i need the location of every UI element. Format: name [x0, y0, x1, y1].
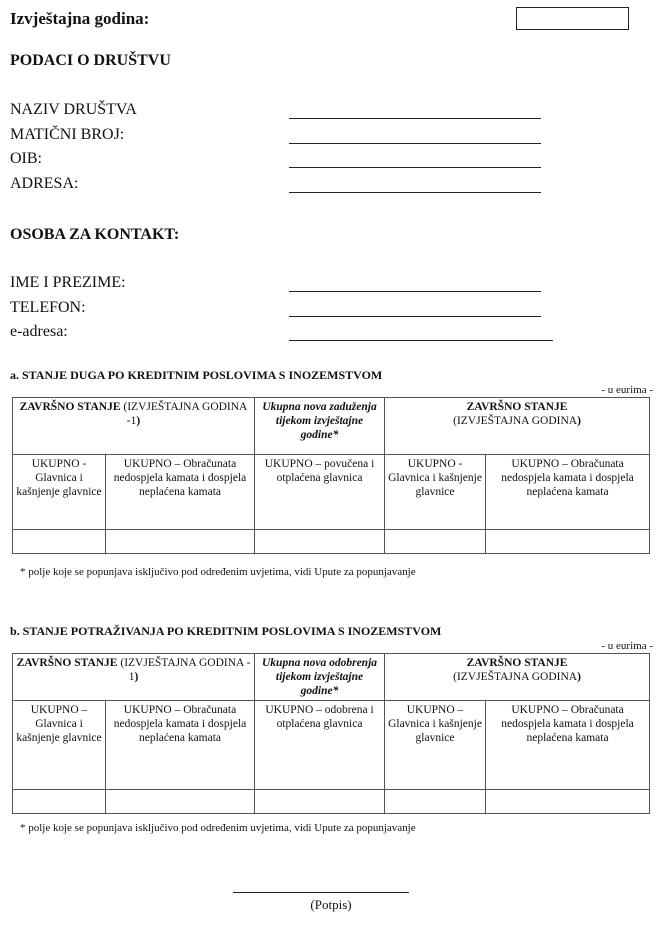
- table-header-row: [13, 654, 650, 701]
- sub-header-cell: UKUPNO – Glavnica i kašnjenje glavnice: [13, 701, 106, 790]
- reporting-year-label: Izvještajna godina:: [10, 9, 150, 28]
- company-name-line[interactable]: [289, 118, 541, 119]
- email-line[interactable]: [289, 340, 553, 341]
- sub-header-cell: UKUPNO – Glavnica i kašnjenje glavnice: [385, 701, 486, 790]
- sub-header-cell: UKUPNO – Obračunata nedospjela kamata i dospjela neplaćena kamata: [106, 701, 255, 790]
- input-cell[interactable]: [385, 530, 486, 554]
- new-borrowings-header: Ukupna nova zaduženja tijekom izvještajne godine*: [255, 398, 385, 455]
- company-name-label: NAZIV DRUŠTVA: [10, 101, 137, 118]
- input-cell[interactable]: [385, 790, 486, 814]
- phone-line[interactable]: [289, 316, 541, 317]
- reporting-year-input[interactable]: [516, 7, 629, 30]
- registration-number-line[interactable]: [289, 143, 541, 144]
- table-header-row: [13, 398, 650, 455]
- input-cell[interactable]: [13, 790, 106, 814]
- section-a-unit: - u eurima -: [601, 384, 653, 396]
- input-cell[interactable]: [255, 790, 385, 814]
- section-b-unit: - u eurima -: [601, 640, 653, 652]
- phone-label: TELEFON:: [10, 299, 86, 316]
- closing-balance-current-header: ZAVRŠNO STANJE (IZVJEŠTAJNA GODINA): [385, 654, 650, 701]
- new-approvals-header: Ukupna nova odobrenja tijekom izvještajne godine*: [255, 654, 385, 701]
- contact-section-title: OSOBA ZA KONTAKT:: [10, 226, 180, 243]
- sub-header-cell: UKUPNO – Obračunata nedospjela kamata i dospjela neplaćena kamata: [486, 455, 650, 530]
- full-name-line[interactable]: [289, 291, 541, 292]
- registration-number-label: MATIČNI BROJ:: [10, 126, 125, 143]
- address-label: ADRESA:: [10, 175, 79, 192]
- closing-balance-prev-header: ZAVRŠNO STANJE (IZVJEŠTAJNA GODINA - 1): [13, 654, 255, 701]
- table-subheader-row: [13, 455, 650, 530]
- sub-header-cell: UKUPNO - Glavnica i kašnjenje glavnice: [385, 455, 486, 530]
- full-name-label: IME I PREZIME:: [10, 274, 126, 291]
- section-b-title: b. STANJE POTRAŽIVANJA PO KREDITNIM POSLOVIMA S INOZEMSTVOM: [10, 624, 442, 638]
- section-b-footnote: * polje koje se popunjava isključivo pod određenim uvjetima, vidi Upute za popunjavanje: [20, 822, 416, 834]
- company-section-title: PODACI O DRUŠTVU: [10, 52, 171, 69]
- signature-label: (Potpis): [310, 897, 352, 912]
- sub-header-cell: UKUPNO – Obračunata nedospjela kamata i dospjela neplaćena kamata: [106, 455, 255, 530]
- sub-header-cell: UKUPNO – Obračunata nedospjela kamata i dospjela neplaćena kamata: [486, 701, 650, 790]
- signature-line[interactable]: [233, 892, 409, 893]
- oib-line[interactable]: [289, 167, 541, 168]
- email-label: e-adresa:: [10, 323, 68, 340]
- section-a-footnote: * polje koje se popunjava isključivo pod određenim uvjetima, vidi Upute za popunjavanje: [20, 566, 416, 578]
- address-line[interactable]: [289, 192, 541, 193]
- sub-header-cell: UKUPNO - Glavnica i kašnjenje glavnice: [13, 455, 106, 530]
- sub-header-cell: UKUPNO – odobrena i otplaćena glavnica: [255, 701, 385, 790]
- table-subheader-row: [13, 701, 650, 790]
- input-cell[interactable]: [486, 790, 650, 814]
- input-cell[interactable]: [106, 530, 255, 554]
- input-cell[interactable]: [13, 530, 106, 554]
- closing-balance-current-header: ZAVRŠNO STANJE (IZVJEŠTAJNA GODINA): [385, 398, 650, 455]
- table-input-row: [13, 790, 650, 814]
- oib-label: OIB:: [10, 150, 42, 167]
- sub-header-cell: UKUPNO – povučena i otplaćena glavnica: [255, 455, 385, 530]
- section-b-table: [12, 653, 650, 814]
- input-cell[interactable]: [486, 530, 650, 554]
- section-a-title: a. STANJE DUGA PO KREDITNIM POSLOVIMA S INOZEMSTVOM: [10, 368, 383, 382]
- input-cell[interactable]: [106, 790, 255, 814]
- table-input-row: [13, 530, 650, 554]
- closing-balance-prev-header: ZAVRŠNO STANJE (IZVJEŠTAJNA GODINA -1): [13, 398, 255, 455]
- input-cell[interactable]: [255, 530, 385, 554]
- section-a-table: [12, 397, 650, 554]
